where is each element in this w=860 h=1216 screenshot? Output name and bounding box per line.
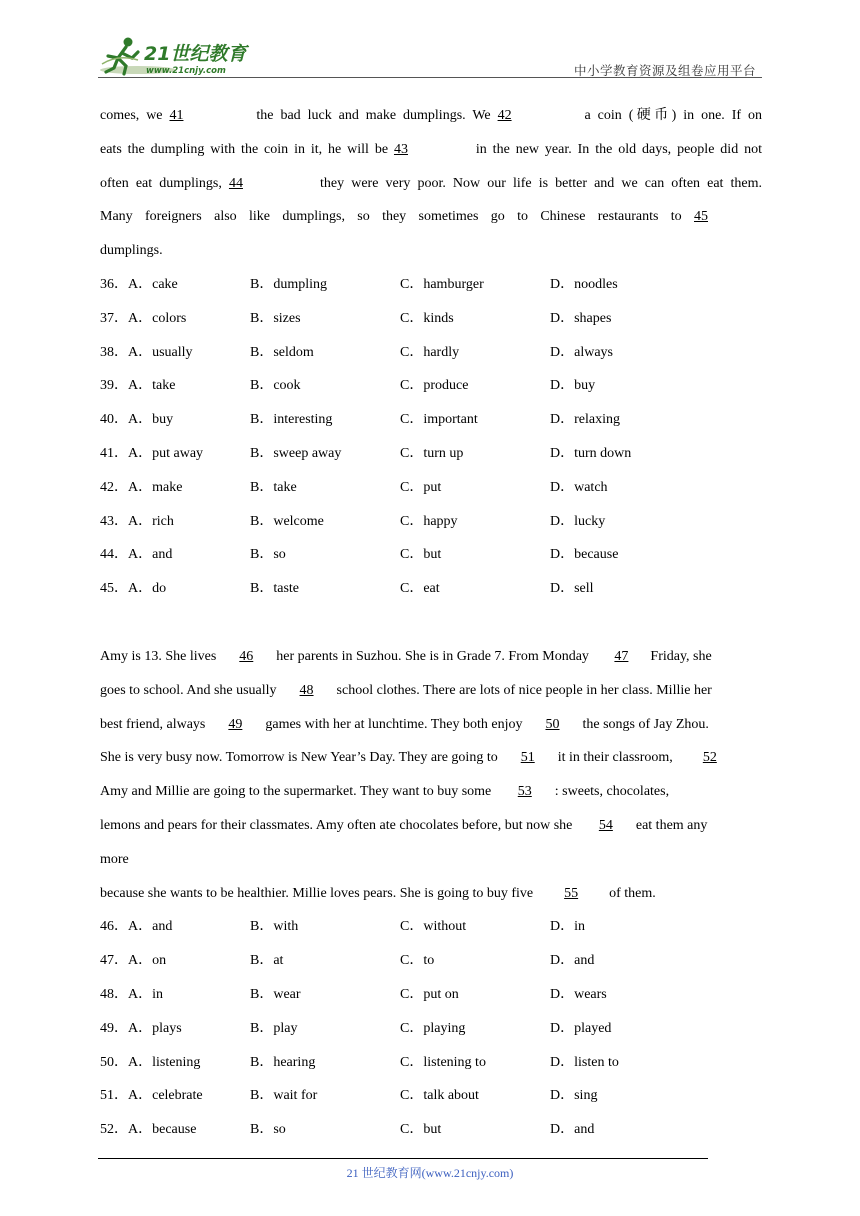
option-d[interactable]: D．lucky (550, 513, 606, 529)
question-number-and-option-a (100, 1046, 250, 1080)
passage1-line-1: comes, we 41 the bad luck and make dumplings. We 42 a coin (硬币) in one. If on (100, 99, 762, 133)
option-b[interactable]: B．taste (250, 581, 299, 597)
question-number: 45． (100, 581, 128, 597)
option-a[interactable]: A．in (128, 986, 163, 1002)
question-number-and-option-a (100, 572, 250, 606)
option-c[interactable]: C．hamburger (400, 276, 484, 292)
blank-46: 46 (239, 648, 254, 664)
header-divider (98, 77, 762, 78)
option-c[interactable]: C．eat (400, 581, 440, 597)
passage1-line-2: eats the dumpling with the coin in it, he will be 43 in the new year. In the old days, people did not (100, 133, 762, 167)
option-a[interactable]: A．celebrate (128, 1088, 203, 1104)
question-number: 52． (100, 1122, 128, 1138)
blank-49: 49 (228, 716, 243, 732)
blank-53: 53 (517, 784, 532, 800)
option-d[interactable]: D．watch (550, 479, 608, 495)
question-number: 36． (100, 276, 128, 292)
option-a[interactable]: A．on (128, 953, 167, 969)
question-number: 47． (100, 953, 128, 969)
blank-43: 43 (393, 141, 408, 157)
option-b[interactable]: B．dumpling (250, 276, 328, 292)
question-number-and-option-a (100, 268, 250, 302)
question-number-and-option-a (100, 910, 250, 944)
document-body (100, 99, 762, 1147)
question-row (100, 1012, 762, 1046)
blank-48: 48 (299, 682, 314, 698)
question-row (100, 538, 762, 572)
option-c[interactable]: C．but (400, 1122, 442, 1138)
option-d[interactable]: D．played (550, 1020, 612, 1036)
question-number-and-option-a (100, 437, 250, 471)
option-d[interactable]: D．turn down (550, 445, 632, 461)
question-row (100, 403, 762, 437)
question-number-and-option-a (100, 369, 250, 403)
passage2-line-7: more (100, 851, 129, 867)
passage2-line-4: She is very busy now. Tomorrow is New Year’s Day. They are going to 51 it in their classroom, 52 (100, 741, 762, 775)
blank-42: 42 (497, 108, 512, 123)
question-number-and-option-a (100, 471, 250, 505)
question-list-1 (100, 268, 762, 606)
question-list-2 (100, 910, 762, 1147)
question-row (100, 978, 762, 1012)
option-b[interactable]: B．take (250, 479, 297, 495)
option-b[interactable]: B．at (250, 953, 284, 969)
question-row (100, 1079, 762, 1113)
option-d[interactable]: D．listen to (550, 1054, 619, 1070)
question-row (100, 369, 762, 403)
question-number: 51． (100, 1088, 128, 1104)
platform-name: 中小学教育资源及组卷应用平台 (573, 63, 756, 78)
question-number: 39． (100, 378, 128, 394)
option-a[interactable]: A．make (128, 479, 183, 495)
option-d[interactable]: D．noodles (550, 276, 618, 292)
passage1-line-4: Many foreigners also like dumplings, so they sometimes go to Chinese restaurants to 45 (100, 200, 762, 234)
option-d[interactable]: D．in (550, 919, 585, 935)
question-number-and-option-a (100, 1079, 250, 1113)
option-b[interactable]: B．wait for (250, 1088, 318, 1104)
option-c[interactable]: C．playing (400, 1020, 466, 1036)
option-d[interactable]: D．and (550, 953, 595, 969)
option-a[interactable]: A．put away (128, 445, 204, 461)
question-number: 44． (100, 547, 128, 563)
question-number: 50． (100, 1054, 128, 1070)
blank-54: 54 (598, 817, 613, 833)
question-number: 42． (100, 479, 128, 495)
option-d[interactable]: D．relaxing (550, 412, 620, 428)
question-number-and-option-a (100, 1113, 250, 1147)
question-number: 43． (100, 513, 128, 529)
logo-runner-icon (98, 34, 258, 78)
option-a[interactable]: A．listening (128, 1054, 201, 1070)
blank-41: 41 (169, 108, 184, 123)
blank-55: 55 (564, 885, 579, 901)
option-d[interactable]: D．because (550, 547, 619, 563)
option-b[interactable]: B．interesting (250, 412, 333, 428)
question-number: 46． (100, 919, 128, 935)
question-number: 38． (100, 344, 128, 360)
question-number-and-option-a (100, 302, 250, 336)
option-c[interactable]: C．hardly (400, 344, 460, 360)
question-row (100, 572, 762, 606)
question-number: 48． (100, 986, 128, 1002)
passage2-line-2: goes to school. And she usually 48 school clothes. There are lots of nice people in her class. Millie her (100, 674, 762, 708)
question-row (100, 336, 762, 370)
question-number: 40． (100, 412, 128, 428)
option-c[interactable]: C．important (400, 412, 478, 428)
option-c[interactable]: C．happy (400, 513, 458, 529)
option-a[interactable]: A．and (128, 547, 173, 563)
option-a[interactable]: A．plays (128, 1020, 182, 1036)
option-a[interactable]: A．take (128, 378, 176, 394)
blank-51: 51 (520, 750, 535, 766)
option-c[interactable]: C．without (400, 919, 467, 935)
option-b[interactable]: B．welcome (250, 513, 324, 529)
question-row (100, 471, 762, 505)
option-a[interactable]: A．usually (128, 344, 193, 360)
passage1-line-5: dumplings. (100, 243, 163, 259)
logo (98, 34, 258, 78)
option-d[interactable]: D．always (550, 344, 613, 360)
question-number-and-option-a (100, 403, 250, 437)
question-number-and-option-a (100, 978, 250, 1012)
passage2-line-1: Amy is 13. She lives 46 her parents in Suzhou. She is in Grade 7. From Monday 47 Friday, she (100, 640, 762, 674)
footer-divider (98, 1158, 708, 1159)
option-d[interactable]: D．wears (550, 986, 607, 1002)
option-b[interactable]: B．seldom (250, 344, 314, 360)
blank-44: 44 (228, 175, 243, 191)
question-row (100, 1046, 762, 1080)
question-number: 49． (100, 1020, 128, 1036)
question-row (100, 910, 762, 944)
logo-text: 21世纪教育 (144, 43, 247, 65)
question-number-and-option-a (100, 538, 250, 572)
option-c[interactable]: C．put (400, 479, 442, 495)
question-row (100, 302, 762, 336)
option-c[interactable]: C．listening to (400, 1054, 486, 1070)
option-c[interactable]: C．to (400, 953, 435, 969)
option-a[interactable]: A．rich (128, 513, 174, 529)
page-footer: 21 世纪教育网(www.21cnjy.com) (346, 1166, 514, 1180)
option-c[interactable]: C．produce (400, 378, 469, 394)
option-c[interactable]: C．but (400, 547, 442, 563)
logo-url: www.21cnjy.com (146, 66, 226, 76)
question-row (100, 268, 762, 302)
question-number-and-option-a (100, 336, 250, 370)
question-number-and-option-a (100, 505, 250, 539)
option-b[interactable]: B．sweep away (250, 445, 342, 461)
blank-50: 50 (545, 716, 560, 732)
option-d[interactable]: D．sell (550, 581, 594, 597)
option-c[interactable]: C．put on (400, 986, 459, 1002)
passage2-line-5: Amy and Millie are going to the supermarket. They want to buy some 53 : sweets, chocolates, (100, 775, 762, 809)
option-c[interactable]: C．turn up (400, 445, 464, 461)
question-row (100, 1113, 762, 1147)
question-row (100, 944, 762, 978)
passage2-line-6: lemons and pears for their classmates. Amy often ate chocolates before, but now she 54 eat them any (100, 809, 762, 843)
blank-47: 47 (614, 648, 629, 664)
option-d[interactable]: D．and (550, 1122, 595, 1138)
option-d[interactable]: D．buy (550, 378, 596, 394)
option-c[interactable]: C．kinds (400, 310, 454, 326)
question-number: 37． (100, 310, 128, 326)
option-b[interactable]: B．sizes (250, 310, 301, 326)
option-b[interactable]: B．play (250, 1020, 298, 1036)
blank-52: 52 (702, 750, 717, 766)
option-b[interactable]: B．cook (250, 378, 301, 394)
option-a[interactable]: A．colors (128, 310, 187, 326)
option-d[interactable]: D．sing (550, 1088, 598, 1104)
option-d[interactable]: D．shapes (550, 310, 612, 326)
option-b[interactable]: B．hearing (250, 1054, 316, 1070)
option-b[interactable]: B．wear (250, 986, 301, 1002)
option-a[interactable]: A．and (128, 919, 173, 935)
option-c[interactable]: C．talk about (400, 1088, 479, 1104)
option-a[interactable]: A．buy (128, 412, 174, 428)
blank-45: 45 (694, 209, 708, 225)
page-header (98, 34, 762, 78)
option-b[interactable]: B．so (250, 1122, 286, 1138)
question-row (100, 437, 762, 471)
option-a[interactable]: A．do (128, 581, 167, 597)
passage1-line-3: often eat dumplings, 44 they were very poor. Now our life is better and we can often eat them. (100, 167, 762, 201)
question-row (100, 505, 762, 539)
question-number-and-option-a (100, 944, 250, 978)
option-a[interactable]: A．because (128, 1122, 197, 1138)
passage2-line-8: because she wants to be healthier. Millie loves pears. She is going to buy five 55 of them. (100, 877, 762, 911)
option-b[interactable]: B．so (250, 547, 286, 563)
question-number-and-option-a (100, 1012, 250, 1046)
passage2-line-3: best friend, always 49 games with her at lunchtime. They both enjoy 50 the songs of Jay Zhou. (100, 708, 762, 742)
question-number: 41． (100, 445, 128, 461)
option-b[interactable]: B．with (250, 919, 299, 935)
option-a[interactable]: A．cake (128, 276, 178, 292)
